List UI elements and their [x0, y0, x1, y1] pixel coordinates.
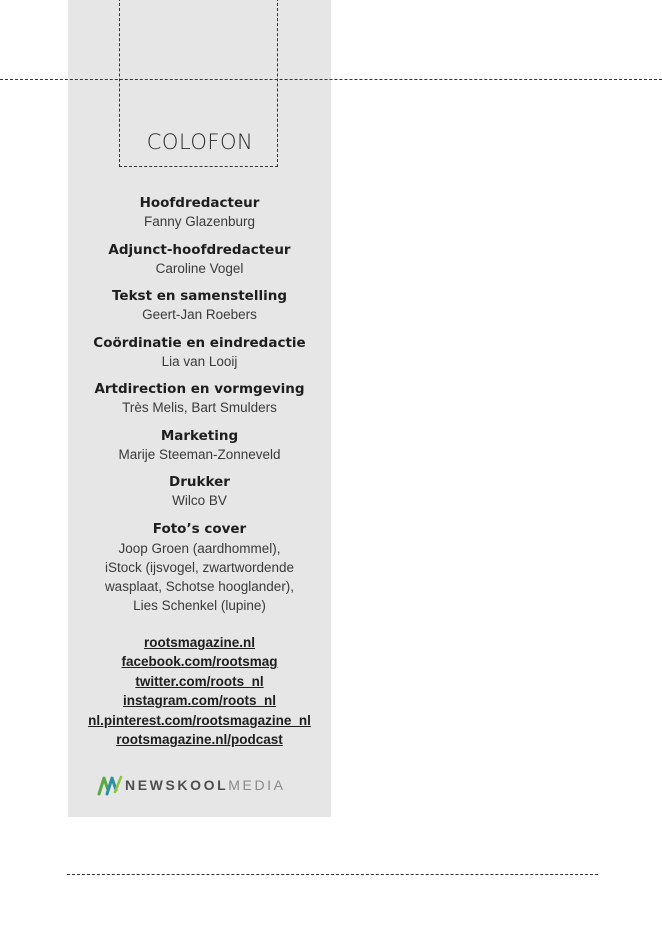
credit-name-line: Lies Schenkel (lupine): [133, 597, 266, 613]
credit-item: [68, 241, 331, 279]
link-twitter[interactable]: twitter.com/roots_nl: [135, 673, 264, 689]
credit-name-line: Joop Groen (aardhommel),: [118, 540, 281, 556]
credit-item: [68, 287, 331, 325]
credit-role: Drukker: [169, 474, 230, 490]
credit-role: Tekst en samenstelling: [112, 288, 287, 304]
credit-role: Hoofdredacteur: [139, 195, 260, 211]
credit-item: [68, 520, 331, 615]
newskool-media-logo: [97, 772, 286, 798]
newskool-logo-icon: [97, 773, 123, 797]
link-pinterest[interactable]: nl.pinterest.com/rootsmagazine_nl: [88, 712, 311, 728]
link-instagram[interactable]: instagram.com/roots_nl: [122, 693, 277, 709]
credit-name: Fanny Glazenburg: [143, 214, 256, 229]
credit-item: [68, 473, 331, 511]
page-title: COLOFON: [146, 130, 254, 154]
credit-item: [68, 334, 331, 372]
logo-wordmark: [125, 777, 286, 793]
credit-name: Très Melis, Bart Smulders: [122, 400, 277, 415]
credit-role: Marketing: [160, 427, 239, 444]
credit-role: Artdirection en vormgeving: [94, 381, 305, 397]
credit-item: [68, 194, 331, 232]
credit-name: Caroline Vogel: [155, 260, 244, 276]
logo-word-newskool: NEWSKOOL: [125, 777, 229, 793]
credit-role: Adjunct-hoofdredacteur: [108, 241, 291, 258]
credit-item: [68, 427, 331, 465]
cut-line-bottom: [67, 874, 598, 875]
link-website[interactable]: rootsmagazine.nl: [143, 635, 256, 650]
logo-word-media: MEDIA: [228, 777, 286, 793]
link-podcast[interactable]: rootsmagazine.nl/podcast: [116, 732, 283, 748]
link-facebook[interactable]: facebook.com/rootsmag: [121, 654, 278, 670]
credit-role: Coördinatie en eindredactie: [93, 334, 306, 351]
credit-name: Geert-Jan Roebers: [142, 307, 257, 322]
credit-item: [68, 380, 331, 418]
credit-name: Marije Steeman-Zonneveld: [118, 446, 281, 462]
credit-name-line: wasplaat, Schotse hooglander),: [104, 578, 295, 594]
credits-list: [68, 194, 331, 624]
credit-name: Wilco BV: [172, 493, 227, 508]
credit-role: Foto’s cover: [152, 520, 247, 537]
links-list: [68, 633, 331, 749]
cut-line-top: [0, 79, 662, 80]
credit-name-line: iStock (ijsvogel, zwartwordende: [104, 559, 295, 575]
credit-name: Lia van Looij: [161, 353, 238, 369]
